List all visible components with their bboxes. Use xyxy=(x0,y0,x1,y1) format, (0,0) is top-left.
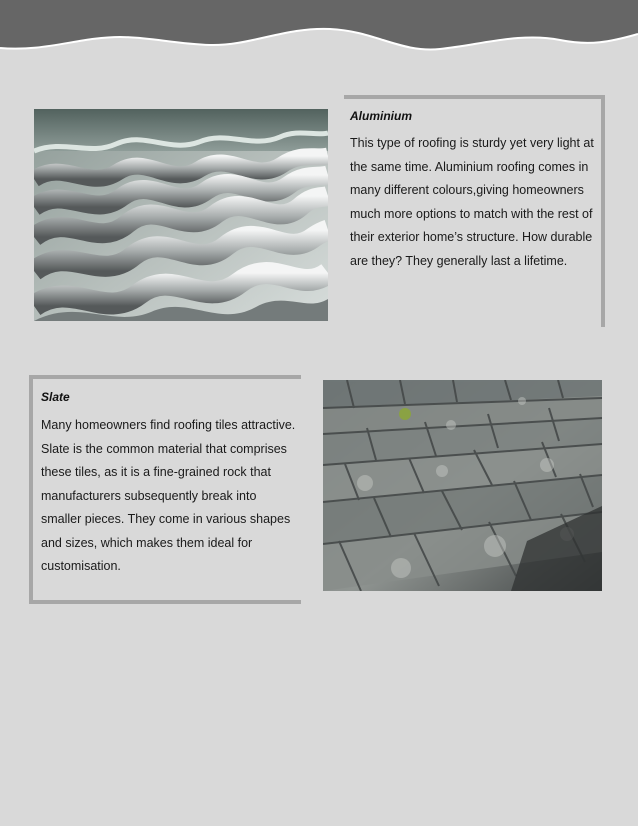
slate-photo xyxy=(323,380,602,591)
header-wave xyxy=(0,0,638,60)
aluminium-text: This type of roofing is sturdy yet very light at the same time. Aluminium roofing comes in many different colours,giving homeowners much more options to match with the rest of their exterior home’s structure. How durable are they? They generally last a lifetime. xyxy=(350,136,594,268)
aluminium-photo xyxy=(34,109,328,321)
aluminium-image xyxy=(34,109,328,321)
aluminium-title: Aluminium xyxy=(350,109,412,123)
slate-text: Many homeowners find roofing tiles attractive. Slate is the common material that comprises these tiles, as it is a fine-grained rock that manufacturers subsequently break into smaller pieces. They come in various shapes and sizes, which makes them ideal for customisation. xyxy=(41,418,296,573)
slate-card xyxy=(29,375,301,604)
slate-image xyxy=(323,380,602,591)
aluminium-card xyxy=(344,95,605,327)
slate-title: Slate xyxy=(41,390,70,404)
